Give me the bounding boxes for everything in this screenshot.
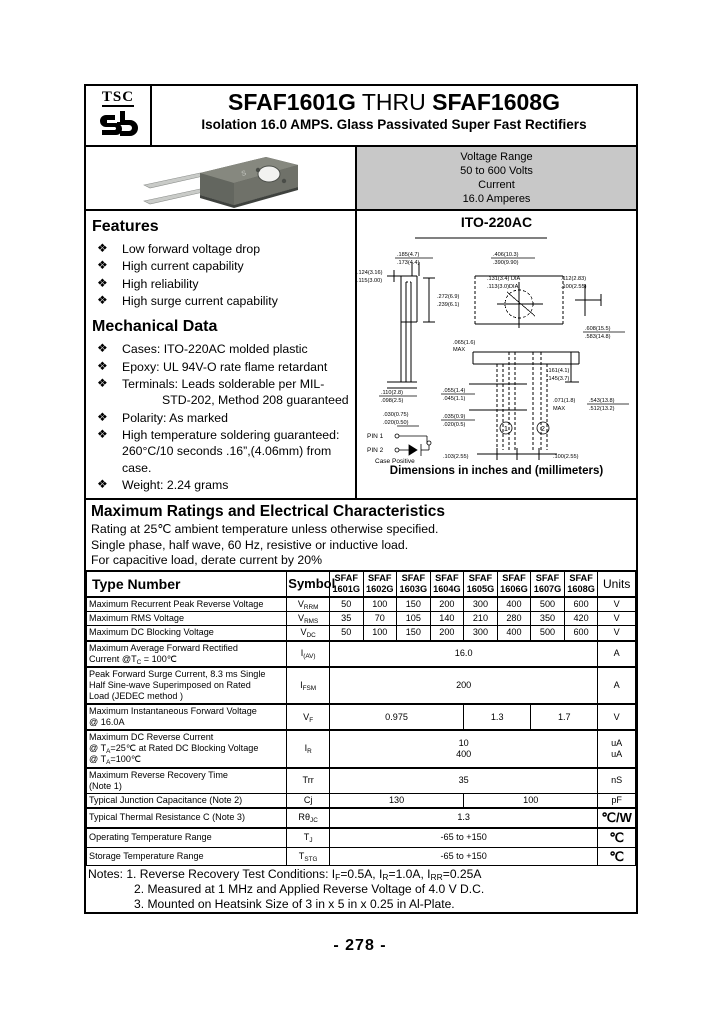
table-row [87,704,636,730]
col-part-3: SFAF 1604G [430,571,464,597]
parameter-table [86,570,636,867]
dim-label: .583(14.8) [585,334,611,340]
parameter-symbol: $T_{STG}$ [287,847,330,866]
dim-label: .071(1.8) [553,398,576,404]
ratings-heading-block [86,500,636,569]
list-item [92,258,349,274]
dim-label: .124(3.16) [357,270,383,276]
mechanical-list [92,341,349,493]
dim-label: .173(4.4) [397,260,420,266]
list-item [92,427,349,476]
parameter-unit: V [598,704,636,730]
svg-text:2: 2 [541,426,545,433]
dim-label: .030(0.75) [383,412,409,418]
parameter-symbol: $V_{RRM}$ [287,597,330,612]
voltage-range-label: Voltage Range [460,151,533,163]
col-part-1: SFAF 1602G [363,571,397,597]
parameter-value: 1.3 [464,704,531,730]
logo-text: TSC [101,89,135,105]
parameter-description: Maximum RMS Voltage [87,612,287,626]
dim-label: .272(6.9) [437,294,460,300]
features-panel [86,211,357,498]
mechanical-text-cont2: case. [122,460,152,475]
table-row [87,597,636,612]
ratings-condition-1: Rating at 25℃ ambient temperature unless otherwise specified. [91,522,439,537]
parameter-value: 105 [397,612,431,626]
table-row [87,768,636,794]
notes-block [86,867,636,912]
parameter-value: 1.3 [329,808,597,828]
ratings-condition-2: Single phase, half wave, 60 Hz, resistive or inductive load. [91,537,409,552]
parameter-value: 100 [464,793,598,808]
diamond-bullet-icon: ❖ [97,293,108,308]
parameter-value: 100 [363,626,397,641]
current-value: 16.0 Amperes [462,193,531,206]
dim-label: .100(2.55) [561,284,587,290]
parameter-value: 600 [564,626,598,641]
parameter-unit: A [598,667,636,704]
parameter-value: 210 [464,612,498,626]
table-header-row [87,571,636,597]
list-item [92,341,349,357]
parameter-description: Maximum Reverse Recovery Time (Note 1) [87,768,287,794]
mechanical-text: Epoxy: UL 94V-O rate flame retardant [122,359,328,374]
diamond-bullet-icon: ❖ [97,477,108,492]
package-type-title: ITO-220AC [460,214,533,230]
dim-label: .145(3.7) [547,376,570,382]
parameter-unit: ℃ [598,828,636,847]
diamond-bullet-icon: ❖ [97,258,108,273]
dim-label: .608(15.5) [585,326,611,332]
svg-text:1: 1 [504,426,508,433]
diamond-bullet-icon: ❖ [97,427,108,442]
diamond-bullet-icon: ❖ [97,376,108,391]
parameter-value: 150 [397,626,431,641]
drawing-caption: Dimensions in inches and (millimeters) [389,465,604,477]
feature-text: High reliability [122,276,199,291]
parameter-unit: nS [598,768,636,794]
feature-text: High current capability [122,259,244,274]
list-item [92,276,349,292]
part-range-end: SFAF1608G [432,89,560,115]
parameter-value: 10 400 [329,730,597,767]
parameter-value: 200 [430,597,464,612]
list-item [92,410,349,426]
parameter-value: 400 [497,597,531,612]
note-2: 2. Measured at 1 MHz and Applied Reverse Voltage of 4.0 V D.C. [134,882,485,897]
col-part-7: SFAF 1608G [564,571,598,597]
note-3: 3. Mounted on Heatsink Size of 3 in x 5 in x 0.25 in Al-Plate. [134,897,455,912]
voltage-range-value: 50 to 600 Volts [460,165,533,178]
parameter-symbol: $I_{(AV)}$ [287,641,330,667]
table-row [87,828,636,847]
parameter-value: -65 to +150 [329,828,597,847]
list-item [92,241,349,257]
notes-label: Notes: [88,867,123,882]
diamond-bullet-icon: ❖ [97,241,108,255]
dim-label: MAX [453,347,466,353]
features-list [92,241,349,309]
dim-label: .113(3.0)DIA [487,284,519,290]
brand-logo [86,86,152,145]
mechanical-text: Polarity: As marked [122,410,228,425]
parameter-value: 150 [397,597,431,612]
parameter-description: Typical Thermal Resistance C (Note 3) [87,808,287,828]
dim-label: .239(6.1) [437,302,460,308]
dim-label: .131(3.4) DIA [487,276,521,282]
header [86,86,636,147]
ratings-condition-3: For capacitive load, derate current by 20% [91,552,323,567]
parameter-value: 200 [329,667,597,704]
parameter-unit: V [598,597,636,612]
parameter-value: 420 [564,612,598,626]
product-photo [86,147,357,209]
dim-label: .020(0.50) [383,420,409,426]
parameter-description: Maximum Recurrent Peak Reverse Voltage [87,597,287,612]
parameter-value: 70 [363,612,397,626]
parameter-description: Maximum Instantaneous Forward Voltage @ 16.0A [87,704,287,730]
to220-package-image [138,151,318,209]
col-part-5: SFAF 1606G [497,571,531,597]
mechanical-text: Terminals: Leads solderable per MIL- [122,377,325,392]
parameter-unit: pF [598,793,636,808]
parameter-value: 130 [329,793,463,808]
list-item [92,376,349,409]
tsc-stylized-mark-icon [98,109,138,139]
dim-label: .390(9.90) [493,260,519,266]
svg-text:S: S [240,170,248,178]
dim-label: MAX [553,406,566,412]
parameter-symbol: $V_F$ [287,704,330,730]
dim-label: .115(3.00) [357,278,383,284]
table-row [87,808,636,828]
features-and-drawing [86,211,636,500]
list-item [92,359,349,375]
col-symbol: Symbol [287,571,330,597]
parameter-value: 300 [464,597,498,612]
parameter-value: 100 [363,597,397,612]
parameter-unit: A [598,641,636,667]
parameter-value: 35 [329,768,597,794]
mechanical-text-cont: 260°C/10 seconds .16”,(4.06mm) from [122,444,332,459]
parameter-symbol: Cj [287,793,330,808]
mechanical-text-cont: STD-202, Method 208 guaranteed [162,393,349,408]
table-row [87,847,636,866]
dim-label: .112(2.83) [561,276,587,282]
parameter-unit: ℃ [598,847,636,866]
part-range-thru: THRU [355,89,433,115]
parameter-unit: ℃/W [598,808,636,828]
parameter-value: 50 [329,626,363,641]
col-part-6: SFAF 1607G [531,571,565,597]
parameter-description: Maximum DC Blocking Voltage [87,626,287,641]
note-1 [88,867,636,882]
case-polarity-label: Case Positive [375,458,415,464]
parameter-symbol: $T_J$ [287,828,330,847]
col-part-4: SFAF 1605G [464,571,498,597]
dim-label: .045(1.1) [443,396,466,402]
parameter-value: 500 [531,597,565,612]
parameter-description: Maximum Average Forward Rectified Current $@T_C$ = 100℃ [87,641,287,667]
part-range-start: SFAF1601G [228,89,356,115]
diamond-bullet-icon: ❖ [97,275,108,290]
page-number: - 278 - [333,937,387,954]
list-item [92,477,349,493]
note-1-text: 1. Reverse Recovery Test Conditions: $I_F=0.5A$, $I_R=1.0A$, $I_{RR}=0.25A$ [126,867,482,883]
dim-label: .100(2.55) [553,454,579,460]
package-photo-band [86,147,636,211]
dim-label: .543(13.8) [589,398,615,404]
parameter-value: 500 [531,626,565,641]
diamond-bullet-icon: ❖ [97,358,108,373]
table-row [87,641,636,667]
parameter-description: Storage Temperature Range [87,847,287,866]
mechanical-text: Cases: ITO-220AC molded plastic [122,342,308,357]
parameter-description: Typical Junction Capacitance (Note 2) [87,793,287,808]
parameter-symbol: $R\theta_{JC}$ [287,808,330,828]
feature-text: Low forward voltage drop [122,242,261,256]
features-heading: Features [92,218,159,235]
parameter-description: Peak Forward Surge Current, 8.3 ms Single Half Sine-wave Superimposed on Rated Load (JEDEC method ) [87,667,287,704]
parameter-symbol: $V_{RMS}$ [287,612,330,626]
dim-label: .512(13.2) [589,406,615,412]
parameter-description: Operating Temperature Range [87,828,287,847]
feature-text: High surge current capability [122,294,278,309]
parameter-value: 300 [464,626,498,641]
outline-drawing-panel [357,211,636,498]
parameter-value: 140 [430,612,464,626]
dim-label: .110(2.8) [381,390,403,396]
dim-label: .406(10.3) [493,252,519,258]
col-type-number: Type Number [87,571,287,597]
parameter-value: 350 [531,612,565,626]
voltage-range-box [357,147,636,209]
parameter-value: 1.7 [531,704,598,730]
dim-label: .065(1.6) [453,340,476,346]
parameter-value: 35 [329,612,363,626]
parameter-value: 280 [497,612,531,626]
dim-label: .098(2.5) [381,398,404,404]
dim-label: .161(4.1) [547,368,570,374]
table-row [87,793,636,808]
parameter-unit: V [598,612,636,626]
current-label: Current [478,179,515,192]
parameter-symbol: $V_{DC}$ [287,626,330,641]
table-row [87,730,636,767]
dim-label: .055(1.4) [443,388,466,394]
col-part-2: SFAF 1603G [397,571,431,597]
pin2-label: PIN 2 [367,447,384,454]
parameter-value: 600 [564,597,598,612]
page-subtitle: Isolation 16.0 AMPS. Glass Passivated Super Fast Rectifiers [201,116,587,132]
parameter-description: Maximum DC Reverse Current @ $T_A=25℃$ at Rated DC Blocking Voltage @ $T_A=100℃$ [87,730,287,767]
mechanical-text: Weight: 2.24 grams [122,478,229,493]
parameter-symbol: $I_R$ [287,730,330,767]
ratings-heading: Maximum Ratings and Electrical Characteristics [91,503,446,521]
dim-label: .103(2.55) [443,454,469,460]
parameter-value: 0.975 [329,704,463,730]
parameter-unit: V [598,626,636,641]
diamond-bullet-icon: ❖ [97,409,108,424]
diamond-bullet-icon: ❖ [97,341,108,356]
table-body [87,597,636,866]
datasheet-frame [84,84,638,914]
parameter-value: 16.0 [329,641,597,667]
dim-label: .035(0.9) [443,414,466,420]
parameter-value: 200 [430,626,464,641]
mechanical-text: High temperature soldering guaranteed: [122,428,340,443]
list-item [92,293,349,309]
table-row [87,612,636,626]
mechanical-heading: Mechanical Data [92,318,218,336]
page-title [154,90,634,116]
parameter-symbol: Trr [287,768,330,794]
col-units: Units [598,571,636,597]
col-part-0: SFAF 1601G [329,571,363,597]
dim-label: .185(4.7) [397,252,420,258]
dim-label: .020(0.5) [443,422,466,428]
parameter-value: 50 [329,597,363,612]
parameter-value: 400 [497,626,531,641]
title-block [152,86,636,145]
parameter-value: -65 to +150 [329,847,597,866]
package-outline-svg [357,232,636,464]
table-row [87,667,636,704]
outline-drawing [357,232,636,464]
pin1-label: PIN 1 [367,433,384,440]
parameter-unit: uA uA [598,730,636,767]
table-row [87,626,636,641]
parameter-symbol: $I_{FSM}$ [287,667,330,704]
